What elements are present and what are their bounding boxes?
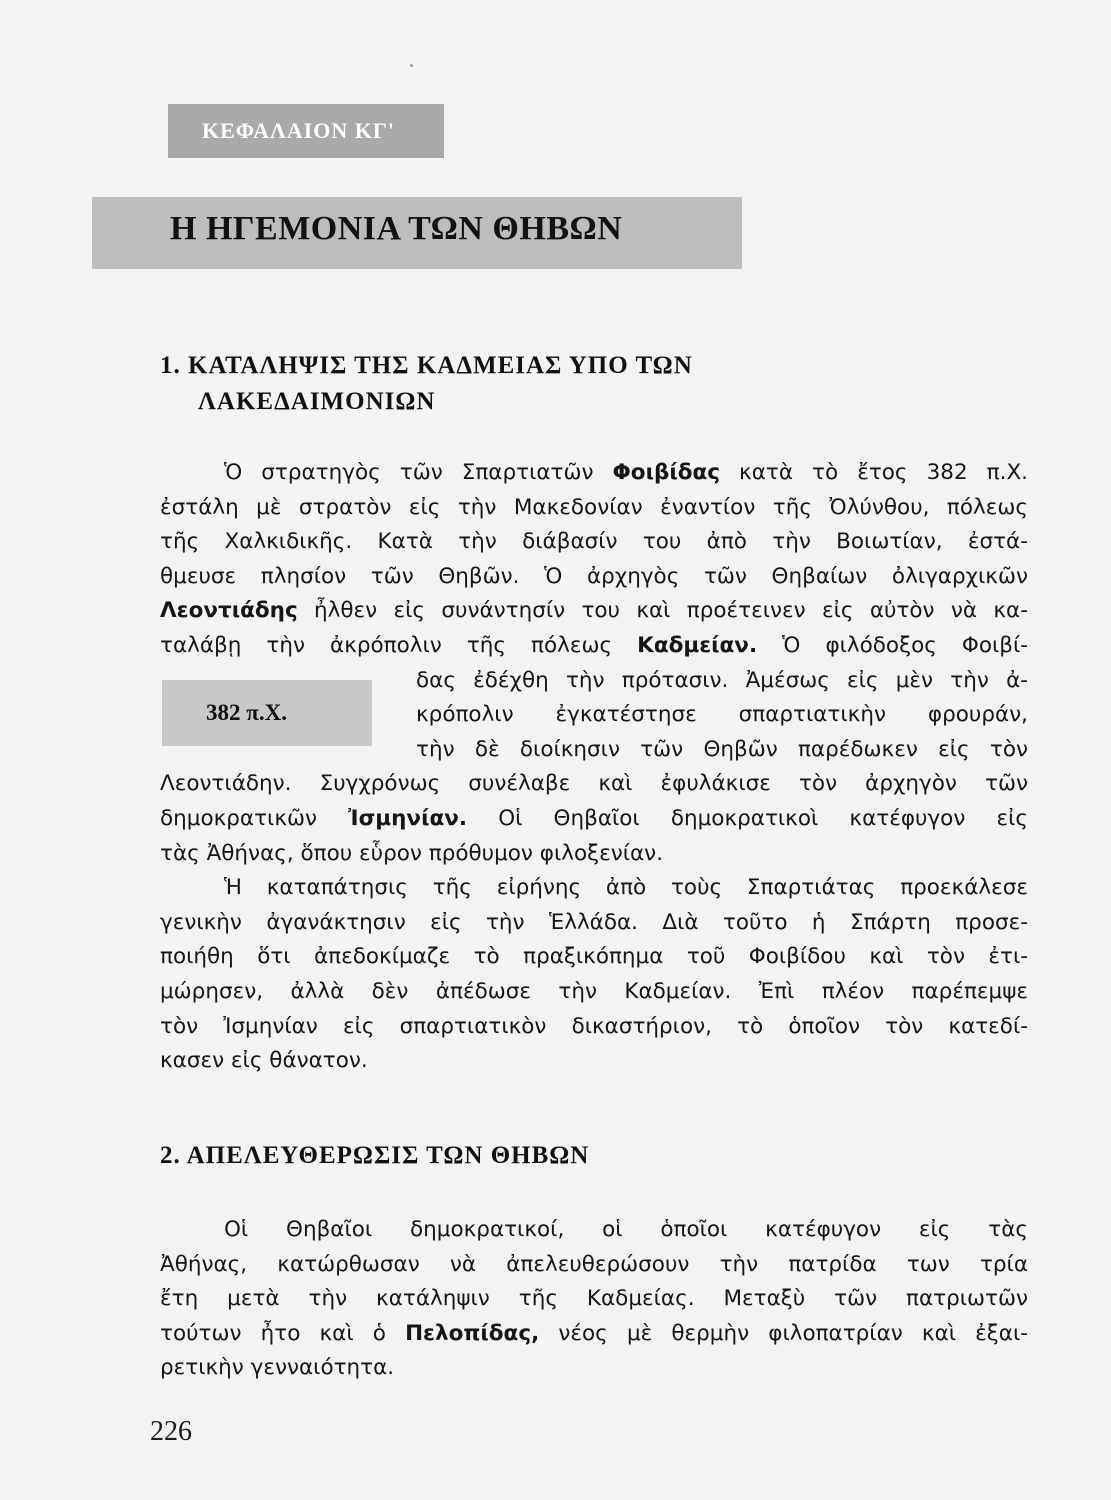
text-run: Οἱ Θηβαῖοι δημοκρατικοὶ κατέφυγον εἰς	[467, 805, 1029, 831]
text-line	[160, 1317, 1028, 1352]
section-2-heading: 2. ΑΠΕΛΕΥΘΕΡΩΣΙΣ ΤΩΝ ΘΗΒΩΝ	[160, 1142, 590, 1169]
name-leontiades: Λεοντιάδης	[160, 598, 298, 624]
margin-date-text: 382 π.Χ.	[206, 700, 287, 725]
text-line	[160, 629, 1028, 664]
section-1-heading-line-2: ΛΑΚΕΔΑΙΜΟΝΙΩΝ	[198, 388, 436, 415]
text-line: ποιήθη ὅτι ἀπεδοκίμαζε τὸ πραξικόπημα τοῦ Φοιβίδου καὶ τὸν ἐτι-	[160, 944, 1028, 970]
text-run: ταλάβῃ τὴν ἀκρόπολιν τῆς πόλεως	[160, 632, 638, 658]
text-line: κασεν εἰς θάνατον.	[160, 1048, 368, 1074]
text-run: τούτων ἦτο καὶ ὁ	[160, 1320, 406, 1346]
text-line: Οἱ Θηβαῖοι δημοκρατικοί, οἱ ὁποῖοι κατέφυγον εἰς τὰς	[224, 1217, 1028, 1242]
text-run: Ὁ φιλόδοξος Φοιβί-	[757, 632, 1029, 658]
text-run: νέος μὲ θερμὴν φιλοπατρίαν καὶ ἐξαι-	[539, 1320, 1028, 1346]
text-line: τὰς Ἀθήνας, ὅπου εὗρον πρόθυμον φιλοξενίαν.	[160, 840, 664, 866]
text-line	[160, 456, 1028, 491]
text-line: Ἀθήνας, κατώρθωσαν νὰ ἀπελευθερώσουν τὴν πατρίδα των τρία	[160, 1251, 1028, 1277]
section-1-heading	[160, 348, 693, 420]
text-run: κατὰ τὸ ἔτος 382 π.Χ.	[720, 460, 1029, 485]
page-title: Η ΗΓΕΜΟΝΙΑ ΤΩΝ ΘΗΒΩΝ	[170, 210, 623, 247]
section-1-text	[160, 456, 1028, 1079]
page-number: 226	[150, 1416, 192, 1447]
text-run: δημοκρατικῶν	[160, 805, 349, 831]
paper-speck	[410, 64, 413, 67]
name-fovidas: Φοιβίδας	[612, 460, 721, 485]
text-run: Ὁ στρατηγὸς τῶν Σπαρτιατῶν	[224, 460, 613, 485]
chapter-label-text: ΚΕΦΑΛΑΙΟΝ ΚΓ'	[202, 118, 395, 143]
text-line	[160, 802, 1028, 837]
section-2-text	[160, 1213, 1028, 1386]
text-line: τὴν δὲ διοίκησιν τῶν Θηβῶν παρέδωκεν εἰς τὸν	[416, 736, 1028, 762]
text-line: γενικὴν ἀγανάκτησιν εἰς τὴν Ἑλλάδα. Διὰ τοῦτο ἡ Σπάρτη προσε-	[160, 909, 1028, 935]
text-line: θμευσε πλησίον τῶν Θηβῶν. Ὁ ἀρχηγὸς τῶν Θηβαίων ὀλιγαρχικῶν	[160, 563, 1028, 589]
text-line	[160, 594, 1028, 629]
text-line: τῆς Χαλκιδικῆς. Κατὰ τὴν διάβασίν του ἀπὸ τὴν Βοιωτίαν, ἐστά-	[160, 529, 1028, 555]
chapter-label	[168, 104, 444, 158]
name-kadmeia: Καδμείαν.	[637, 632, 758, 658]
section-1-heading-line-1: 1. ΚΑΤΑΛΗΨΙΣ ΤΗΣ ΚΑΔΜΕΙΑΣ ΥΠΟ ΤΩΝ	[160, 352, 693, 379]
text-line: ρετικὴν γενναιότητα.	[160, 1355, 395, 1381]
text-line: Ἡ καταπάτησις τῆς εἰρήνης ἀπὸ τοὺς Σπαρτιάτας προεκάλεσε	[224, 875, 1028, 901]
text-line: τὸν Ἰσμηνίαν εἰς σπαρτιατικὸν δικαστήριον, τὸ ὁποῖον τὸν κατεδί-	[160, 1013, 1028, 1039]
text-line: Λεοντιάδην. Συγχρόνως συνέλαβε καὶ ἐφυλάκισε τὸν ἀρχηγὸν τῶν	[160, 771, 1028, 797]
text-line: ἔτη μετὰ τὴν κατάληψιν τῆς Καδμείας. Μεταξὺ τῶν πατριωτῶν	[160, 1286, 1028, 1312]
margin-date-note	[162, 680, 372, 746]
text-line: μώρησεν, ἀλλὰ δὲν ἀπέδωσε τὴν Καδμείαν. Ἐπὶ πλέον παρέπεμψε	[160, 978, 1028, 1004]
name-ismenias: Ἰσμηνίαν.	[348, 805, 468, 831]
text-line: ἐστάλη μὲ στρατὸν εἰς τὴν Μακεδονίαν ἐναντίον τῆς Ὀλύνθου, πόλεως	[160, 494, 1028, 520]
text-line: δας ἐδέχθη τὴν πρότασιν. Ἀμέσως εἰς μὲν τὴν ἀ-	[416, 667, 1028, 693]
name-pelopidas: Πελοπίδας,	[405, 1320, 540, 1346]
text-line: κρόπολιν ἐγκατέστησε σπαρτιατικὴν φρουράν,	[416, 702, 1028, 728]
text-run: ἦλθεν εἰς συνάντησίν του καὶ προέτεινεν εἰς αὐτὸν νὰ κα-	[297, 598, 1028, 624]
